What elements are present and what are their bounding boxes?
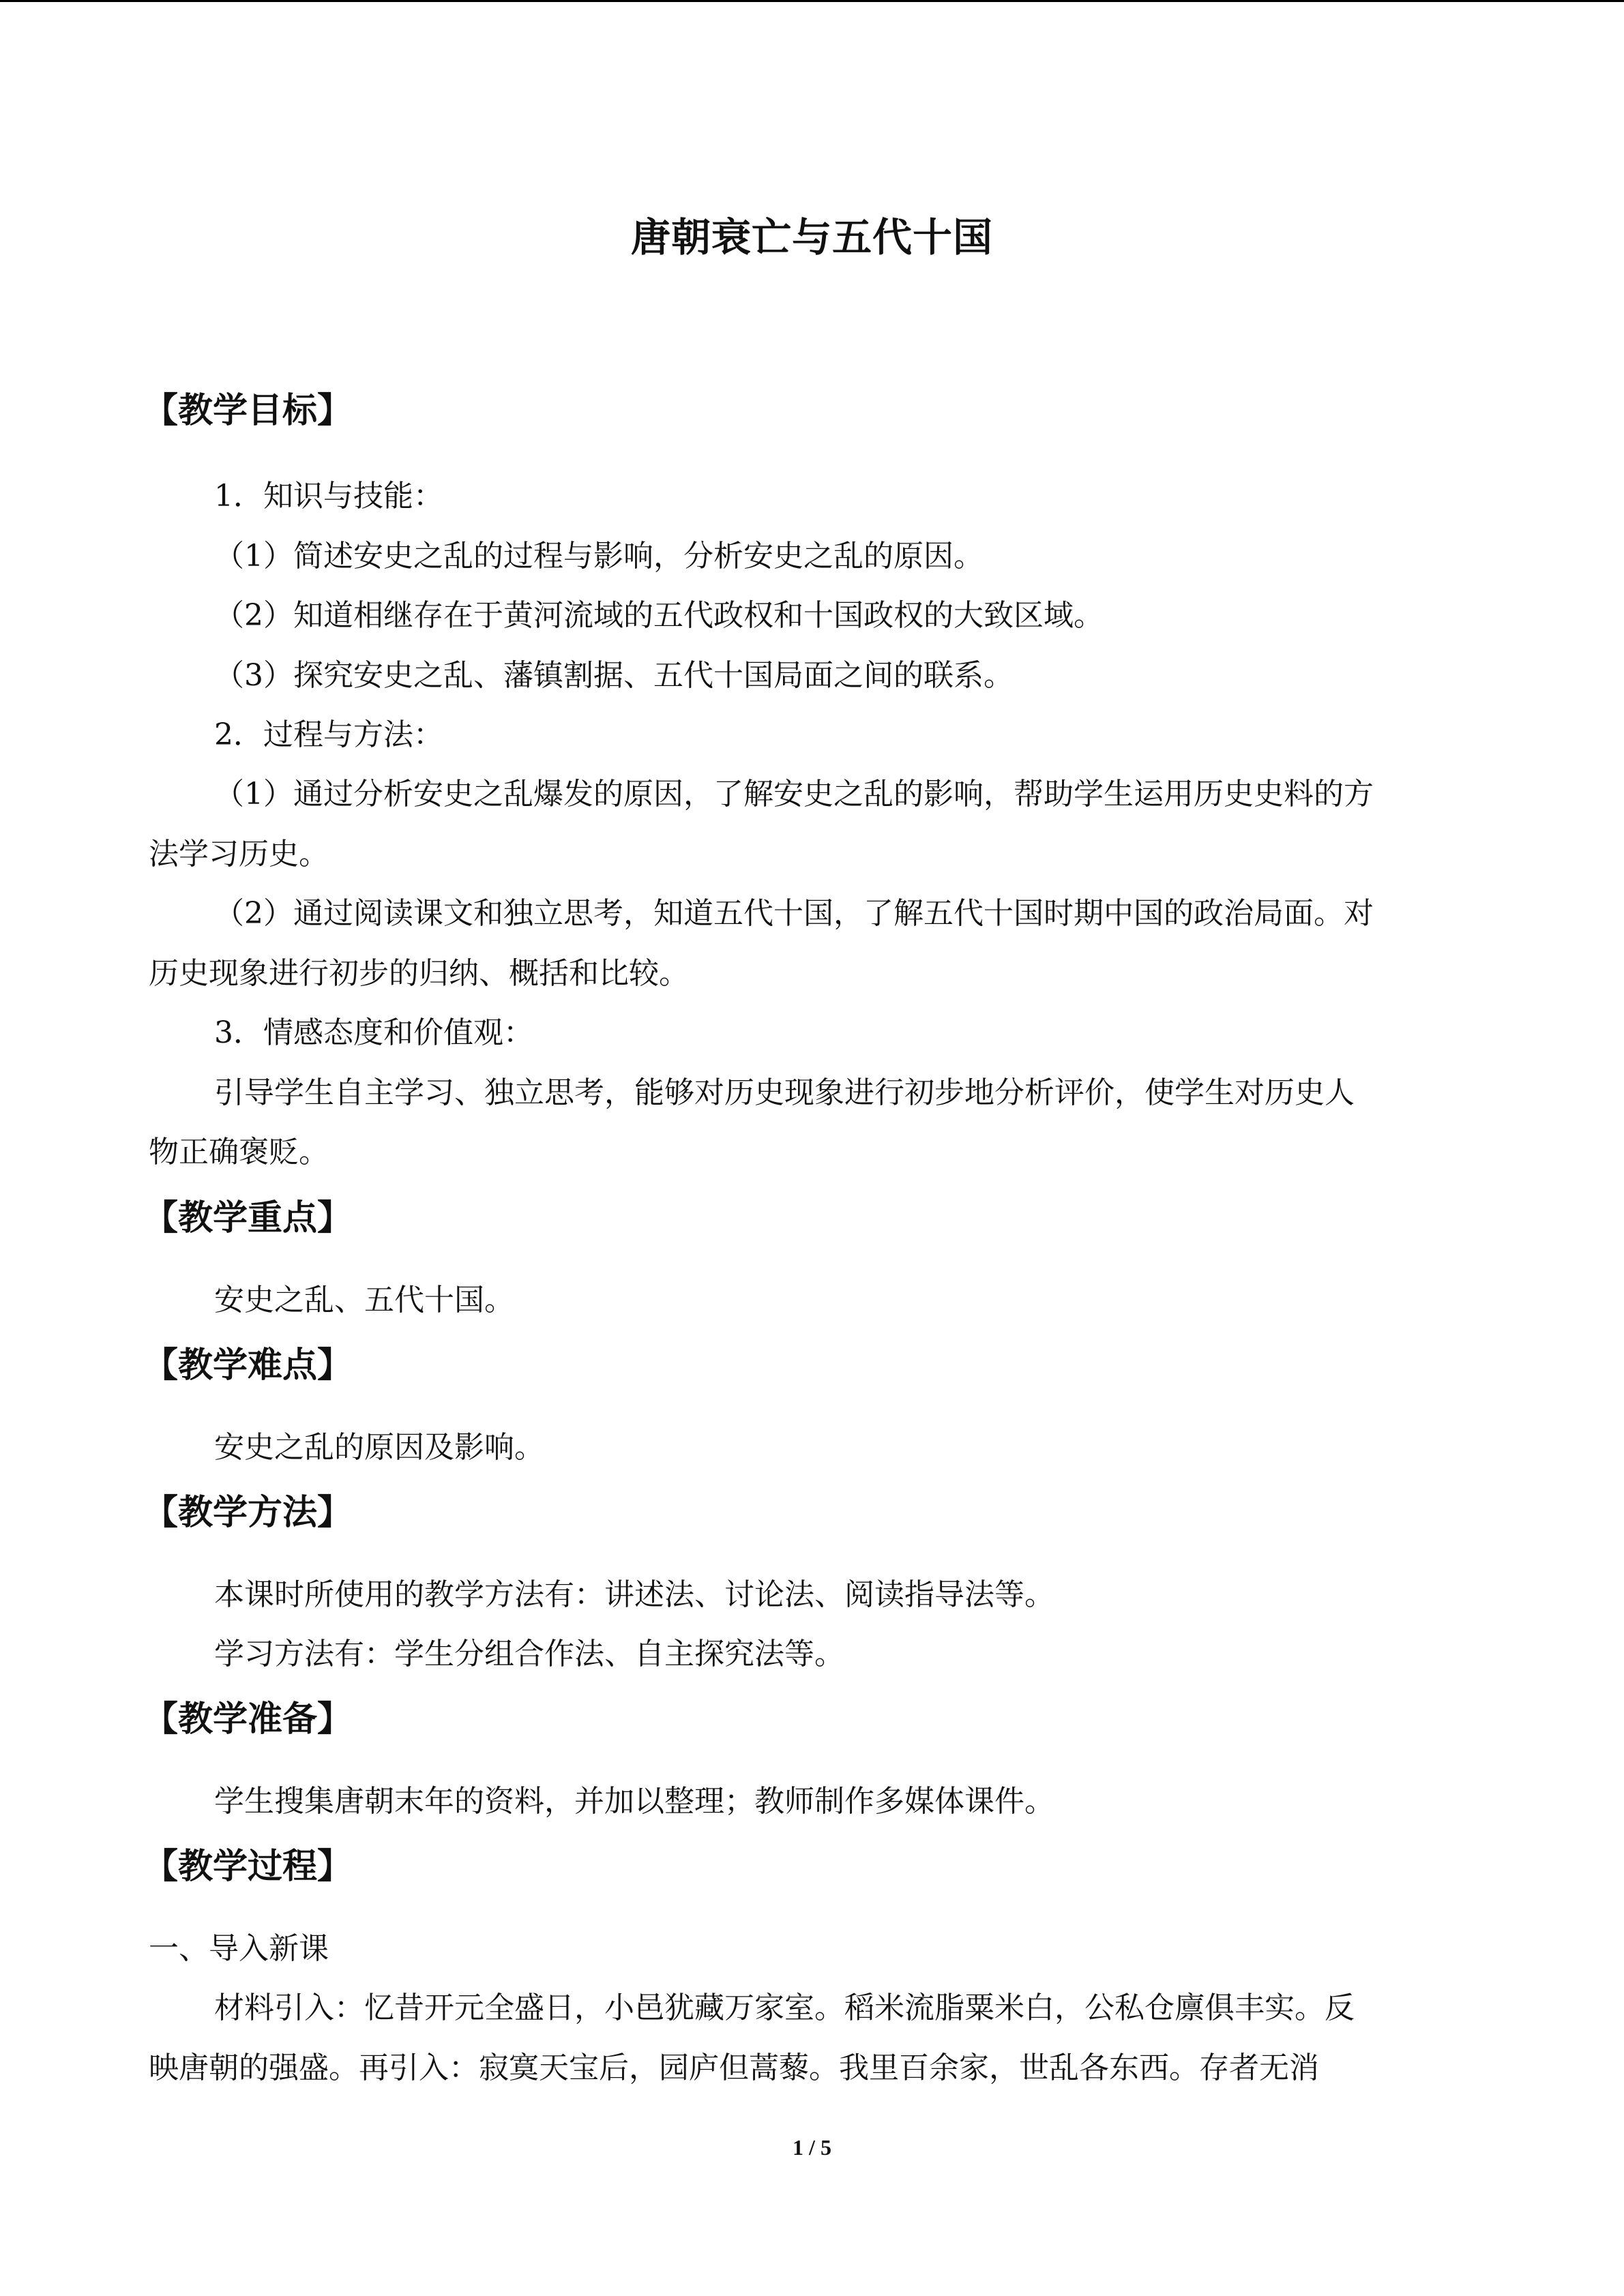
paragraph-line: 2．过程与方法： [214,717,443,752]
paragraph-line: 引导学生自主学习、独立思考，能够对历史现象进行初步地分析评价，使学生对历史人 [214,1075,1355,1110]
section-heading-difficulties: 【教学难点】 [143,1345,353,1386]
paragraph-line: 映唐朝的强盛。再引入：寂寞天宝后，园庐但蒿藜。我里百余家，世乱各东西。存者无消 [149,2051,1319,2085]
paragraph-line: 安史之乱的原因及影响。 [214,1430,544,1465]
paragraph-line: 本课时所使用的教学方法有：讲述法、讨论法、阅读指导法等。 [214,1577,1054,1612]
page-number: 1 / 5 [793,2135,831,2160]
paragraph-line: 安史之乱、五代十国。 [214,1283,514,1317]
paragraph-line: 一、导入新课 [149,1931,329,1966]
section-heading-preparation: 【教学准备】 [143,1699,353,1740]
paragraph-line: 3．情感态度和价值观： [214,1015,533,1050]
paragraph-line: 1．知识与技能： [214,479,443,513]
paragraph-line: 学习方法有：学生分组合作法、自主探究法等。 [214,1637,844,1671]
paragraph-line: 材料引入：忆昔开元全盛日，小邑犹藏万家室。稻米流脂粟米白，公私仓廪俱丰实。反 [214,1991,1355,2025]
paragraph-line: 物正确褒贬。 [149,1135,329,1169]
section-heading-methods: 【教学方法】 [143,1493,353,1533]
paragraph-line: 学生搜集唐朝末年的资料，并加以整理；教师制作多媒体课件。 [214,1784,1054,1819]
paragraph-line: 历史现象进行初步的归纳、概括和比较。 [149,956,689,991]
paragraph-line: （2）知道相继存在于黄河流域的五代政权和十国政权的大致区域。 [214,598,1104,633]
paragraph-line: （1）通过分析安史之乱爆发的原因，了解安史之乱的影响，帮助学生运用历史史料的方 [214,777,1374,811]
paragraph-line: （3）探究安史之乱、藩镇割据、五代十国局面之间的联系。 [214,658,1014,693]
section-heading-key-points: 【教学重点】 [143,1198,353,1238]
section-heading-process: 【教学过程】 [143,1847,353,1887]
paragraph-line: （1）简述安史之乱的过程与影响，分析安史之乱的原因。 [214,539,984,573]
document-title: 唐朝衰亡与五代十国 [630,214,993,260]
paragraph-line: （2）通过阅读课文和独立思考，知道五代十国，了解五代十国时期中国的政治局面。对 [214,896,1374,931]
section-heading-objectives: 【教学目标】 [143,391,353,431]
paragraph-line: 法学习历史。 [149,837,329,871]
